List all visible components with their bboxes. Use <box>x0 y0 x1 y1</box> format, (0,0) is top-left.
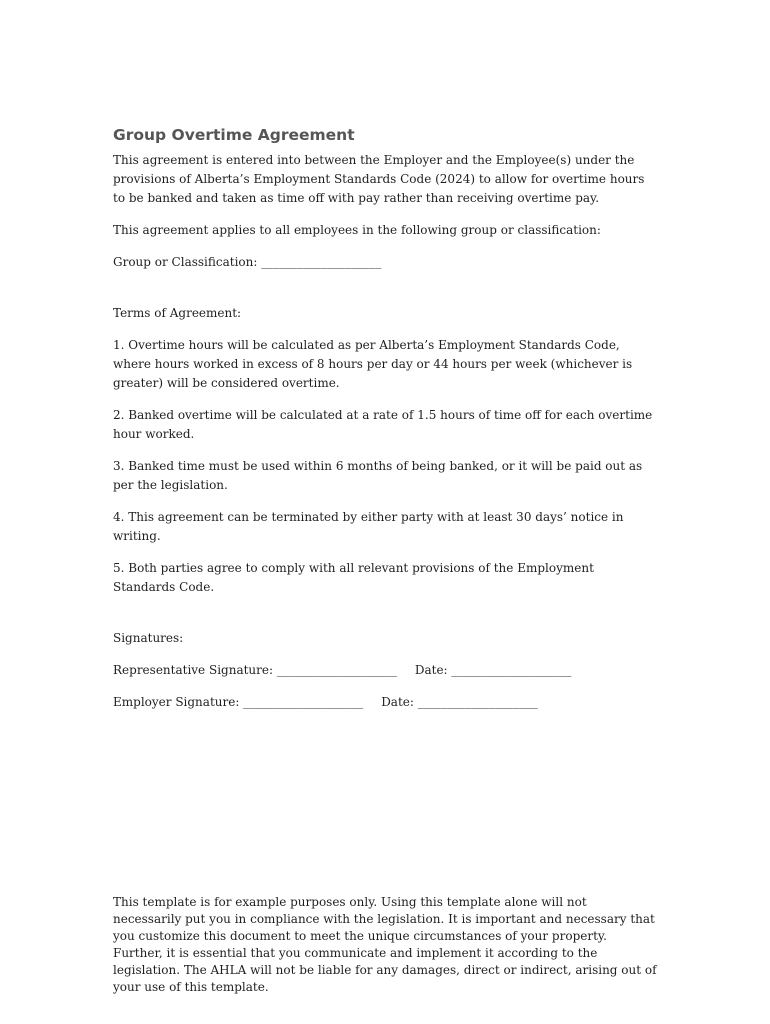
representative-signature-field: Representative Signature: ____________________ <box>113 663 397 677</box>
term-item: 3. Banked time must be used within 6 months of being banked, or it will be paid out as per the legislation. <box>113 459 643 492</box>
term-item: 2. Banked overtime will be calculated at a rate of 1.5 hours of time off for each overtime hour worked. <box>113 408 653 441</box>
applies-paragraph: This agreement applies to all employees in the following group or classification: <box>113 223 601 237</box>
employer-signature-row <box>113 693 658 712</box>
disclaimer-text: This template is for example purposes only. Using this template alone will not necessarily put you in compliance with the legislation. It is important and necessary that you customize this document to meet the unique circumstances of your property. Further, it is essential that you communicate and implement it according to the legislation. The AHLA will not be liable for any damages, direct or indirect, arising out of your use of this template. <box>113 895 657 994</box>
spacer <box>113 285 658 304</box>
intro-paragraph: This agreement is entered into between the Employer and the Employee(s) under the provisions of Alberta’s Employment Standards Code (2024) to allow for overtime hours to be banked and taken as time off with pay rather than receiving overtime pay. <box>113 153 645 205</box>
group-classification-field: Group or Classification: ____________________ <box>113 255 382 269</box>
document-body <box>113 124 658 725</box>
representative-date-field: Date: ____________________ <box>414 663 572 677</box>
employer-date-field: Date: ____________________ <box>381 695 538 709</box>
spacer <box>113 610 658 629</box>
signatures-heading: Signatures: <box>113 631 184 645</box>
term-item: 1. Overtime hours will be calculated as per Alberta’s Employment Standards Code, where hours worked in excess of 8 hours per day or 44 hours per week (whichever is greater) will be considered overtime. <box>113 338 633 390</box>
term-item: 5. Both parties agree to comply with all relevant provisions of the Employment Standards Code. <box>113 561 594 594</box>
employer-signature-field: Employer Signature: ____________________ <box>113 695 364 709</box>
term-item: 4. This agreement can be terminated by either party with at least 30 days’ notice in writing. <box>113 510 624 543</box>
document-title: Group Overtime Agreement <box>113 126 355 144</box>
representative-signature-row <box>113 661 658 680</box>
terms-heading: Terms of Agreement: <box>113 306 242 320</box>
